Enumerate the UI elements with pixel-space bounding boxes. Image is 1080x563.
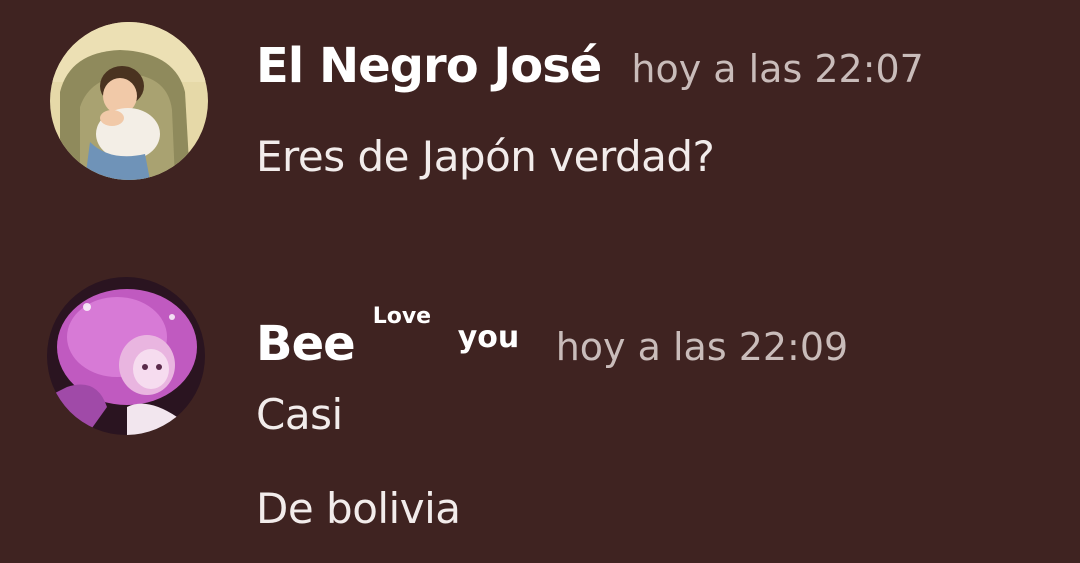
tag-you: you (457, 320, 520, 355)
message-group (0, 0, 1080, 230)
username[interactable]: El Negro José (256, 38, 602, 94)
message-text: De bolivia (256, 484, 461, 533)
username[interactable]: Bee (256, 316, 355, 372)
avatar[interactable] (50, 22, 208, 180)
timestamp: hoy a las 22:09 (555, 325, 849, 369)
message-text: Eres de Japón verdad? (256, 132, 715, 181)
message-text: Casi (256, 390, 343, 439)
message-header (256, 300, 848, 372)
timestamp: hoy a las 22:07 (631, 47, 924, 91)
avatar[interactable] (47, 277, 205, 435)
tag-love: Love (372, 304, 432, 329)
user-avatar-anime-icon (47, 277, 205, 435)
message-header (256, 38, 924, 94)
user-avatar-illustration-icon (50, 22, 208, 180)
message-group (0, 260, 1080, 560)
user-tag (373, 300, 548, 360)
